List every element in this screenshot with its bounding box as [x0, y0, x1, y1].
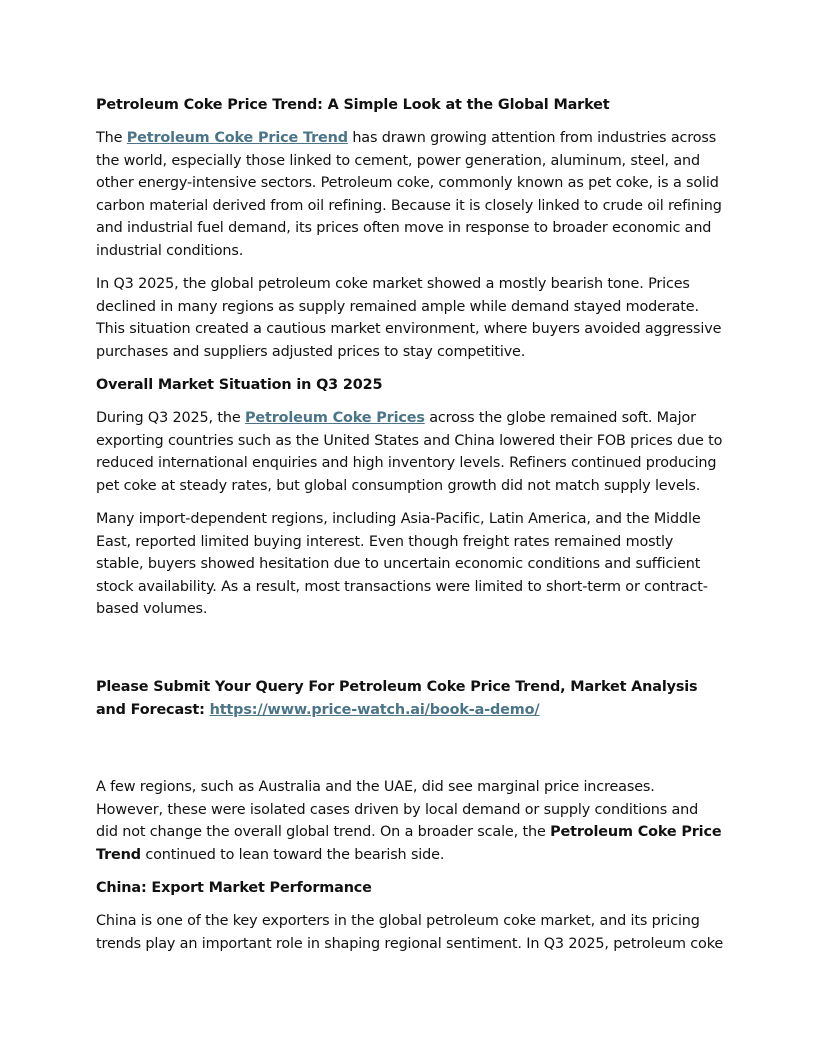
spacer — [96, 732, 724, 776]
query-text: Please Submit Your Query For Petroleum Coke Price Trend, Market Analysis and Forecast: — [96, 679, 698, 719]
section-heading-china: China: Export Market Performance — [96, 880, 372, 897]
overall-paragraph — [96, 407, 724, 497]
overall-text-before: During Q3 2025, the — [96, 410, 245, 427]
bearish-paragraph: In Q3 2025, the global petroleum coke market showed a mostly bearish tone. Prices declined in many regions as supply remained ample while demand stayed moderate. This situation created a cautious market environment, where buyers avoided aggressive purchases and suppliers adjusted prices to stay competitive. — [96, 276, 722, 360]
china-paragraph: China is one of the key exporters in the global petroleum coke market, and its pricing trends play an important role in shaping regional sentiment. In Q3 2025, petroleum coke — [96, 913, 724, 952]
spacer — [96, 631, 724, 676]
import-regions-paragraph: Many import-dependent regions, including Asia-Pacific, Latin America, and the Middle East, reported limited buying interest. Even though freight rates remained mostly stable, buyers showed hesitation due to uncertain economic conditions and sufficient stock availability. As a result, most transactions were limited to short-term or contract-based volumes. — [96, 511, 708, 618]
regions-paragraph — [96, 776, 724, 866]
document-title: Petroleum Coke Price Trend: A Simple Look at the Global Market — [96, 97, 610, 113]
regions-text-after: continued to lean toward the bearish side. — [140, 846, 445, 863]
overall-text-after: across the globe remained soft. Major exporting countries such as the United States and China lowered their FOB prices due to reduced international enquiries and high inventory levels. Refiners continued producing pet coke at steady rates, but global consumption growth did not match supply levels. — [96, 410, 723, 494]
section-heading-overall: Overall Market Situation in Q3 2025 — [96, 377, 383, 394]
regions-text-before: A few regions, such as Australia and the UAE, did see marginal price increases. However, these were isolated cases driven by local demand or supply conditions and did not change the overall global trend. On a broader scale, the — [96, 779, 699, 841]
intro-text-after: has drawn growing attention from industries across the world, especially those linked to cement, power generation, aluminum, steel, and other energy-intensive sectors. Petroleum coke, commonly known as pet coke, is a solid carbon material derived from oil refining. Because it is closely linked to crude oil refining and industrial fuel demand, its prices often move in response to broader economic and industrial conditions. — [96, 130, 722, 260]
intro-text-before: The — [96, 130, 127, 147]
price-trend-link[interactable]: Petroleum Coke Price Trend — [126, 130, 348, 147]
regions-bold-text: Petroleum Coke Price Trend — [96, 824, 722, 863]
document-page — [96, 94, 724, 966]
query-paragraph — [96, 676, 724, 721]
intro-paragraph — [96, 127, 724, 263]
book-demo-link[interactable]: https://www.price-watch.ai/book-a-demo/ — [209, 702, 540, 719]
prices-link[interactable]: Petroleum Coke Prices — [244, 410, 425, 427]
